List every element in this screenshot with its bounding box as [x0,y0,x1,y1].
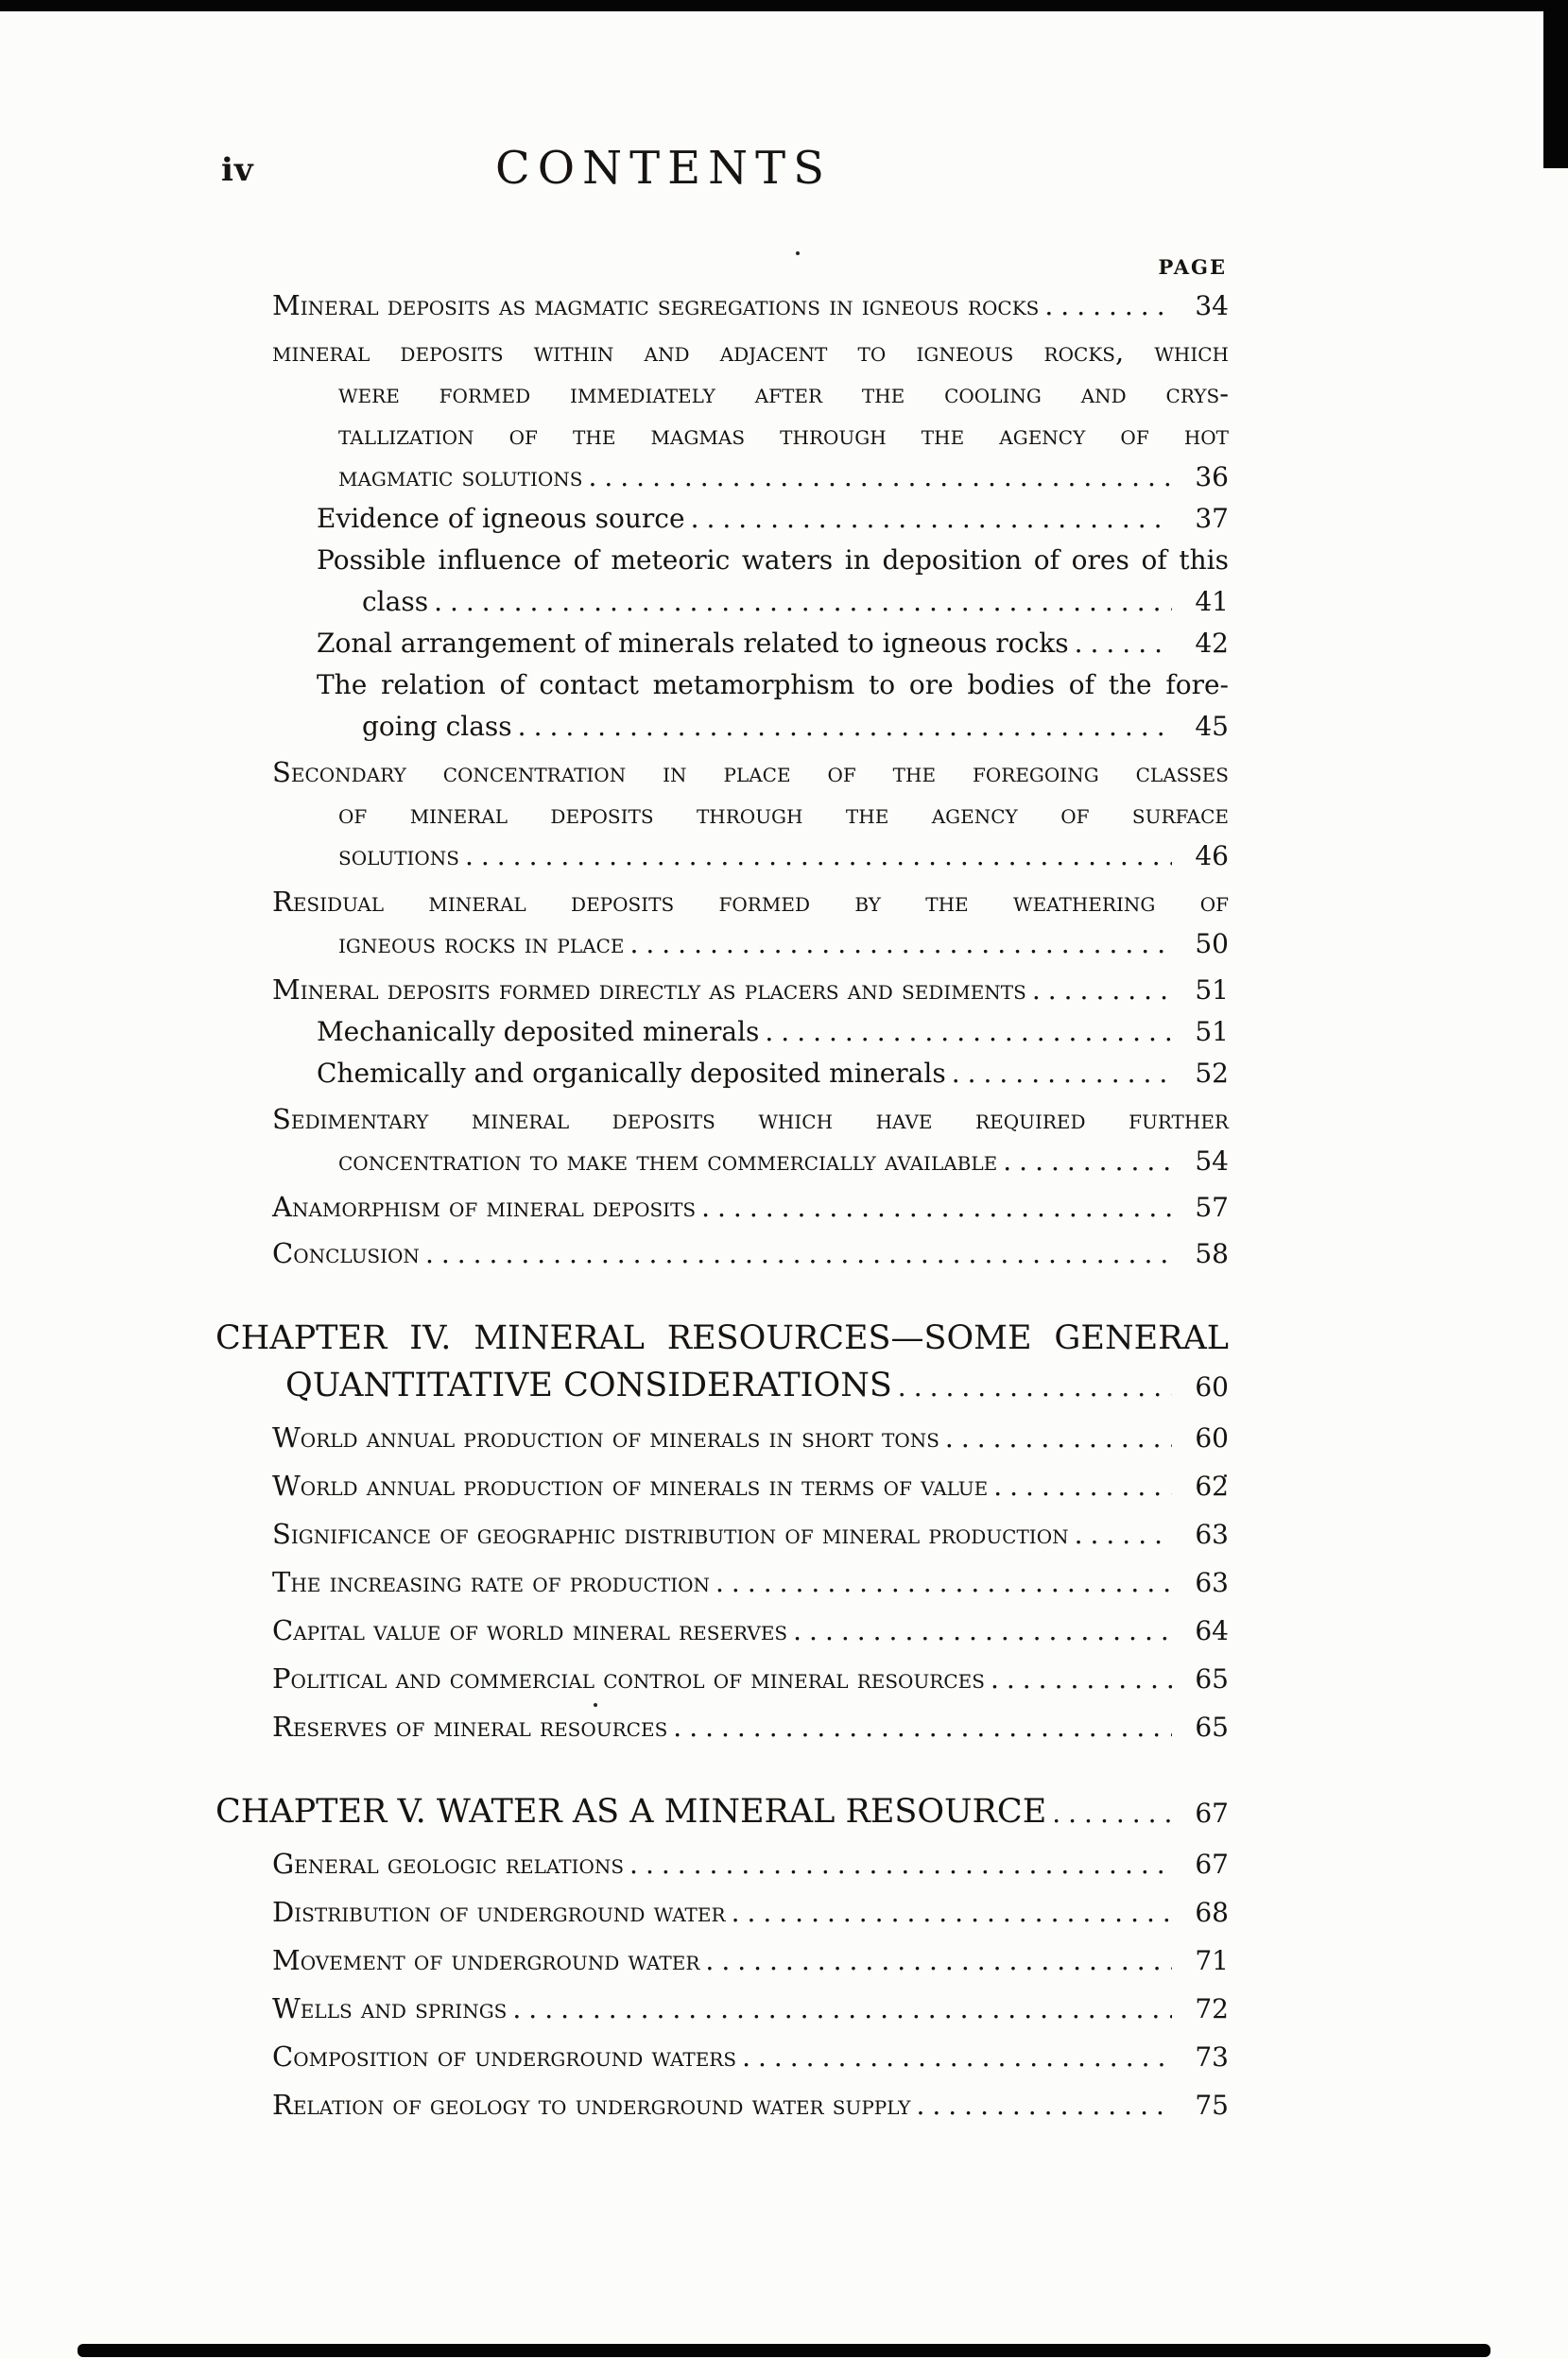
toc-entry-line [215,1891,1229,1934]
dot-leader [1075,623,1172,664]
dot-leader [742,2037,1172,2078]
dot-leader [629,923,1172,965]
toc-entry-line [215,1788,1229,1837]
toc-entry-line [215,2084,1229,2127]
dot-leader [1044,285,1172,327]
toc-entry-line [215,1053,1229,1094]
toc-entry [215,1988,1229,2030]
page-number: 57 [1195,1192,1229,1223]
toc-entry-text: Evidence of igneous source [317,503,685,534]
page-number: 58 [1195,1238,1229,1269]
toc-entry [215,1610,1229,1652]
toc-entry [215,1098,1229,1182]
page-number: 51 [1195,974,1229,1006]
toc-entry [215,1417,1229,1459]
toc-entry [215,1053,1229,1094]
toc-entry-text: CHAPTER V. WATER AS A MINERAL RESOURCE [215,1793,1047,1831]
dot-leader [434,581,1172,623]
page-number: 50 [1195,928,1229,959]
toc-entry-line [215,706,1229,748]
toc-entry-text: The increasing rate of production [272,1566,711,1598]
toc-entry-text: Distribution of underground water [272,1896,726,1928]
toc-entry [215,1465,1229,1507]
page-number: 68 [1195,1897,1229,1928]
toc-entry-line [215,835,1229,877]
dot-leader [732,1892,1172,1934]
toc-entry-text: QUANTITATIVE CONSIDERATIONS [285,1367,892,1404]
page-number: 64 [1195,1615,1229,1646]
toc-entry-line [215,1186,1229,1229]
toc-entry-line [215,1513,1229,1556]
toc-entry-line: Possible influence of meteoric waters in deposition of ores of this [317,544,1229,576]
toc-entry [215,1561,1229,1604]
toc-entry [215,1891,1229,1934]
page-content [215,0,1229,2127]
toc-entry-text: Zonal arrangement of minerals related to igneous rocks [317,628,1069,659]
toc-entry-line [215,1988,1229,2030]
toc-entry-text: Mechanically deposited minerals [317,1016,760,1047]
page-number: 71 [1195,1945,1229,1976]
page-number: 67 [1195,1849,1229,1880]
toc-entry-line: were formed immediately after the cooling and crys- [338,377,1229,409]
toc-entry-text: Chemically and organically deposited minerals [317,1058,946,1089]
page-number: 67 [1195,1798,1229,1829]
toc-entry-text: Conclusion [272,1237,420,1269]
toc-entry-line: Sedimentary mineral deposits which have required further [272,1103,1229,1135]
dot-leader [715,1562,1172,1604]
toc-entry [215,1011,1229,1053]
toc-entry-text: concentration to make them commercially available [338,1145,998,1177]
dot-leader [691,498,1172,540]
toc-entry [215,1186,1229,1229]
toc-entry [215,1939,1229,1982]
toc-entry-line [215,1843,1229,1885]
page-number: 54 [1195,1145,1229,1177]
toc-entry-text: World annual production of minerals in short tons [272,1421,939,1454]
page-number: 75 [1195,2090,1229,2121]
page-number: 63 [1195,1567,1229,1598]
toc-entry-text: Mineral deposits formed directly as placers and sediments [272,973,1026,1006]
page-number: 45 [1195,711,1229,742]
toc-entry-line [215,1465,1229,1507]
toc-entry-text: Anamorphism of mineral deposits [272,1191,697,1223]
toc-entry-text: Relation of geology to underground water supply [272,2089,911,2121]
toc-entry-line [215,2036,1229,2078]
dot-leader [512,1989,1172,2030]
toc [215,284,1229,2127]
toc-entry-line: mineral deposits within and adjacent to igneous rocks, which [272,336,1229,368]
toc-entry [215,1232,1229,1275]
dot-leader [916,2085,1172,2127]
toc-section [215,1315,1229,1748]
folio-page-number: iv [221,151,254,189]
page-number: 46 [1195,840,1229,871]
dot-leader [1003,1141,1172,1182]
scan-artifact-right-bar [1543,0,1568,168]
toc-entry [215,1513,1229,1556]
toc-entry-text: Movement of underground water [272,1944,700,1976]
toc-entry [215,498,1229,540]
toc-entry [215,331,1229,498]
toc-entry-line [215,284,1229,327]
dot-leader [701,1187,1172,1229]
page-number: 52 [1195,1058,1229,1089]
toc-entry-line [215,581,1229,623]
toc-entry [215,1706,1229,1748]
toc-entry [215,284,1229,327]
toc-entry [215,1658,1229,1700]
toc-entry-text: igneous rocks in place [338,927,625,959]
toc-entry-text: going class [362,711,512,742]
toc-entry-text: Wells and springs [272,1992,508,2024]
page-number: 63 [1195,1519,1229,1550]
toc-entry [215,2036,1229,2078]
toc-entry-line [215,969,1229,1011]
toc-entry-line [215,1561,1229,1604]
toc-entry [215,1843,1229,1885]
dot-leader [705,1940,1172,1982]
page-number: 42 [1195,628,1229,659]
page-number: 65 [1195,1663,1229,1695]
page-number: 37 [1195,503,1229,534]
dot-leader [793,1610,1172,1652]
dot-leader [1032,970,1172,1011]
dot-leader [425,1233,1172,1275]
toc-entry [215,969,1229,1011]
toc-entry-line [215,1232,1229,1275]
toc-entry-line [215,1011,1229,1053]
page-number: 60 [1195,1422,1229,1454]
toc-entry-line [215,1417,1229,1459]
dot-leader [1052,1790,1172,1837]
dot-leader [993,1466,1172,1507]
toc-entry-text: General geologic relations [272,1848,625,1880]
dot-leader [465,835,1172,877]
toc-entry-text: World annual production of minerals in terms of value [272,1470,989,1502]
toc-entry-line: The relation of contact metamorphism to ore bodies of the fore- [317,669,1229,700]
page-number: 51 [1195,1016,1229,1047]
toc-entry-text: class [362,586,429,617]
page-number: 36 [1195,461,1229,492]
dot-leader [629,1844,1172,1885]
toc-entry-text: Political and commercial control of mineral resources [272,1662,985,1695]
page-column-header: PAGE [1158,255,1227,279]
dot-leader [765,1011,1172,1053]
chapter-heading [215,1788,1229,1837]
toc-entry-line [215,498,1229,540]
toc-entry-line [215,1362,1229,1411]
dot-leader [945,1418,1172,1459]
toc-entry-text: solutions [338,839,459,871]
toc-entry-text: Capital value of world mineral reserves [272,1614,788,1646]
dot-leader [588,456,1172,498]
toc-entry-text: Reserves of mineral resources [272,1711,668,1743]
page-title: CONTENTS [495,142,833,195]
toc-entry-line [215,623,1229,664]
toc-entry [215,664,1229,748]
toc-section [215,284,1229,1275]
page-number: 41 [1195,586,1229,617]
toc-entry [215,2084,1229,2127]
toc-entry [215,623,1229,664]
toc-entry-line [215,456,1229,498]
toc-entry-line [215,1610,1229,1652]
dot-leader [1075,1514,1172,1556]
toc-entry [215,751,1229,877]
dot-leader [518,706,1172,748]
toc-entry-text: Mineral deposits as magmatic segregations in igneous rocks [272,289,1040,321]
toc-entry-line [215,1658,1229,1700]
toc-entry-line [215,1939,1229,1982]
chapter-heading [215,1315,1229,1411]
page-number: 72 [1195,1993,1229,2024]
page-number: 60 [1195,1371,1229,1403]
dot-leader [673,1707,1172,1748]
dot-leader [952,1053,1172,1094]
toc-entry-text: Composition of underground waters [272,2040,737,2073]
toc-entry-text: Significance of geographic distribution of mineral production [272,1518,1069,1550]
toc-entry [215,881,1229,965]
toc-entry-line: tallization of the magmas through the agency of hot [338,419,1229,451]
toc-entry-line: of mineral deposits through the agency of surface [338,798,1229,830]
page-number: 34 [1195,290,1229,321]
toc-section [215,1788,1229,2127]
toc-entry-line: Secondary concentration in place of the foregoing classes [272,756,1229,788]
dot-leader [991,1659,1172,1700]
dot-leader [898,1364,1172,1411]
scan-artifact-bottom-bar [78,2344,1490,2357]
toc-entry-line [215,1706,1229,1748]
toc-entry-line [215,1140,1229,1182]
toc-entry-line [215,922,1229,965]
toc-entry-line: CHAPTER IV. MINERAL RESOURCES—SOME GENERAL [215,1319,1229,1357]
toc-entry-text: magmatic solutions [338,460,583,492]
toc-entry-line: Residual mineral deposits formed by the weathering of [272,886,1229,918]
page-header [215,142,1229,202]
page-number: 62 [1195,1471,1229,1502]
toc-entry [215,540,1229,623]
page-number: 65 [1195,1712,1229,1743]
page-number: 73 [1195,2041,1229,2073]
